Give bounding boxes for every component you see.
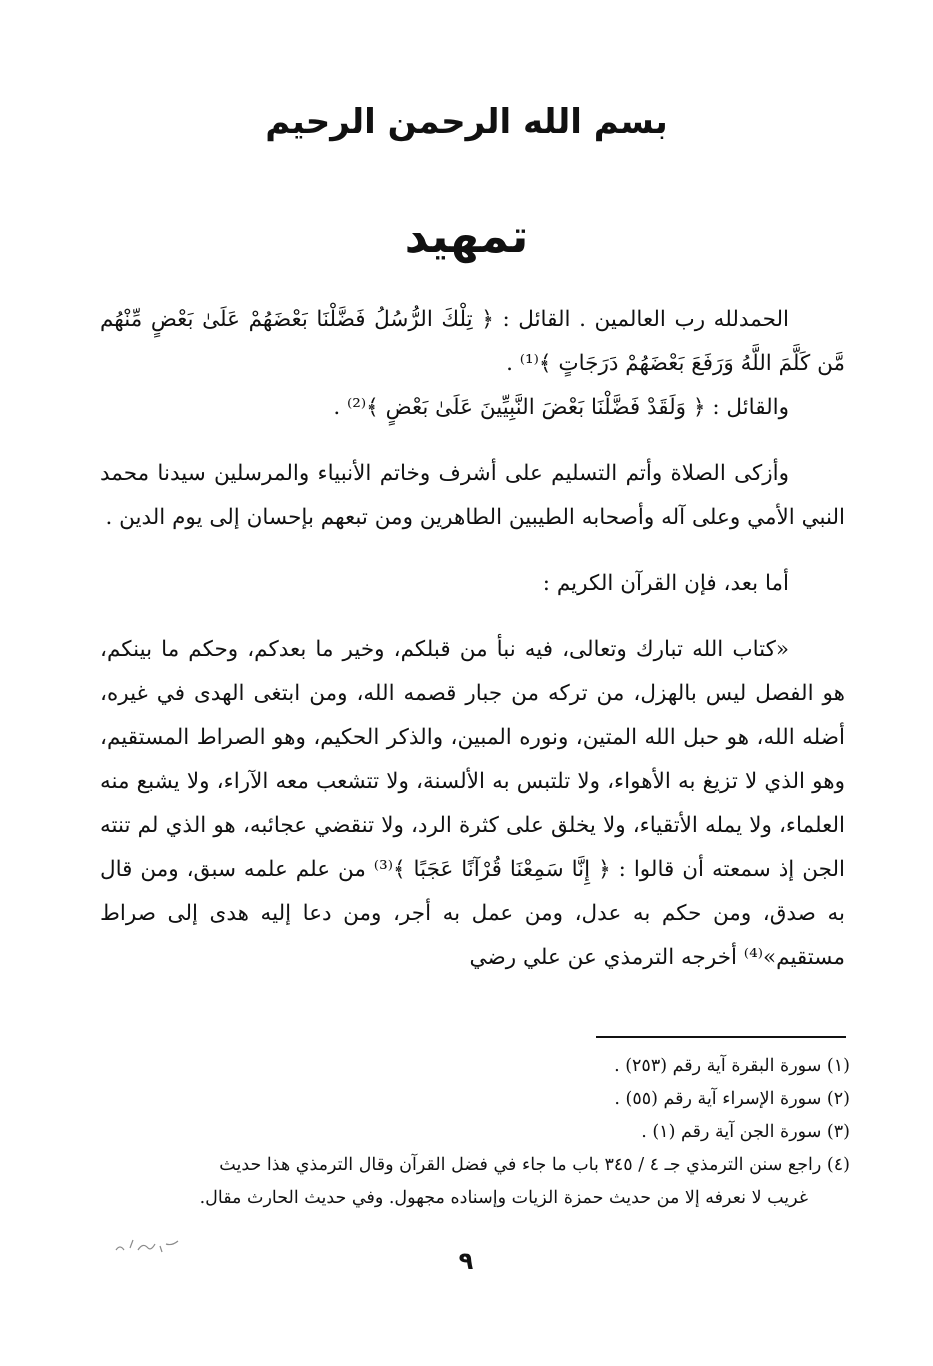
handwritten-mark bbox=[112, 1234, 182, 1256]
footnotes bbox=[100, 1050, 850, 1215]
footnote-2: (٢) سورة الإسراء آية رقم (٥٥) . bbox=[614, 1089, 850, 1109]
chapter-title: تمهيد bbox=[404, 209, 529, 263]
paragraph-hadith: «كتاب الله تبارك وتعالى، فيه نبأ من قبلكم، وخير ما بعدكم، وحكم ما بينكم، هو الفصل ليس بالهزل، من تركه من جبار قصمه الله، ومن ابتغى الهدى في غيره، أضله الله، هو حبل الله المتين، ونوره المبين، والذكر الحكيم، وهو الصراط المستقيم، وهو الذي لا تزيغ به الأهواء، ولا تلتبس به الألسنة، ولا تتشعب معه الآراء، ولا يشبع منه العلماء، ولا يمله الأتقياء، ولا يخلق على كثرة الرد، ولا تنقضي عجائبه، هو الذي لم تنته الجن إذ سمعته أن قالوا : ﴿ إِنَّا سَمِعْنَا قُرْآنًا عَجَبًا ﴾⁽³⁾ من علم علمه سبق، ومن قال به صدق، ومن حكم به عدل، ومن عمل به أجر، ومن دعا إليه هدى إلى صراط مستقيم»⁽⁴⁾ أخرجه الترمذي عن علي رضي bbox=[100, 637, 845, 970]
paragraph-second-verse: والقائل : ﴿ وَلَقَدْ فَضَّلْنَا بَعْضَ النَّبِيِّينَ عَلَىٰ بَعْضٍ ﴾⁽²⁾ . bbox=[333, 395, 789, 420]
paragraph-intro: أما بعد، فإن القرآن الكريم : bbox=[542, 571, 789, 596]
basmala-heading: بسم الله الرحمن الرحيم bbox=[265, 102, 668, 142]
footnote-4-continued: غريب لا نعرفه إلا من حديث حمزة الزيات وإسناده مجهول. وفي حديث الحارث مقال. bbox=[199, 1188, 808, 1208]
footnote-3: (٣) سورة الجن آية رقم (١) . bbox=[641, 1122, 850, 1142]
footnote-1: (١) سورة البقرة آية رقم (٢٥٣) . bbox=[614, 1056, 850, 1076]
page-number: ٩ bbox=[458, 1247, 474, 1275]
footnote-divider bbox=[596, 1036, 846, 1038]
footnote-4: (٤) راجع سنن الترمذي جـ ٤ / ٣٤٥ باب ما جاء في فضل القرآن وقال الترمذي هذا حديث bbox=[219, 1155, 850, 1175]
main-text bbox=[100, 298, 845, 980]
paragraph-opening-praise: الحمدلله رب العالمين . القائل : ﴿ تِلْكَ الرُّسُلُ فَضَّلْنَا بَعْضَهُمْ عَلَىٰ بَعْضٍ مِّنْهُم مَّن كَلَّمَ اللَّهُ وَرَفَعَ بَعْضَهُمْ دَرَجَاتٍ ﴾⁽¹⁾ . bbox=[100, 307, 845, 376]
paragraph-salutation: وأزكى الصلاة وأتم التسليم على أشرف وخاتم الأنبياء والمرسلين سيدنا محمد النبي الأمي وعلى آله وأصحابه الطيبين الطاهرين ومن تبعهم بإحسان إلى يوم الدين . bbox=[100, 461, 845, 530]
